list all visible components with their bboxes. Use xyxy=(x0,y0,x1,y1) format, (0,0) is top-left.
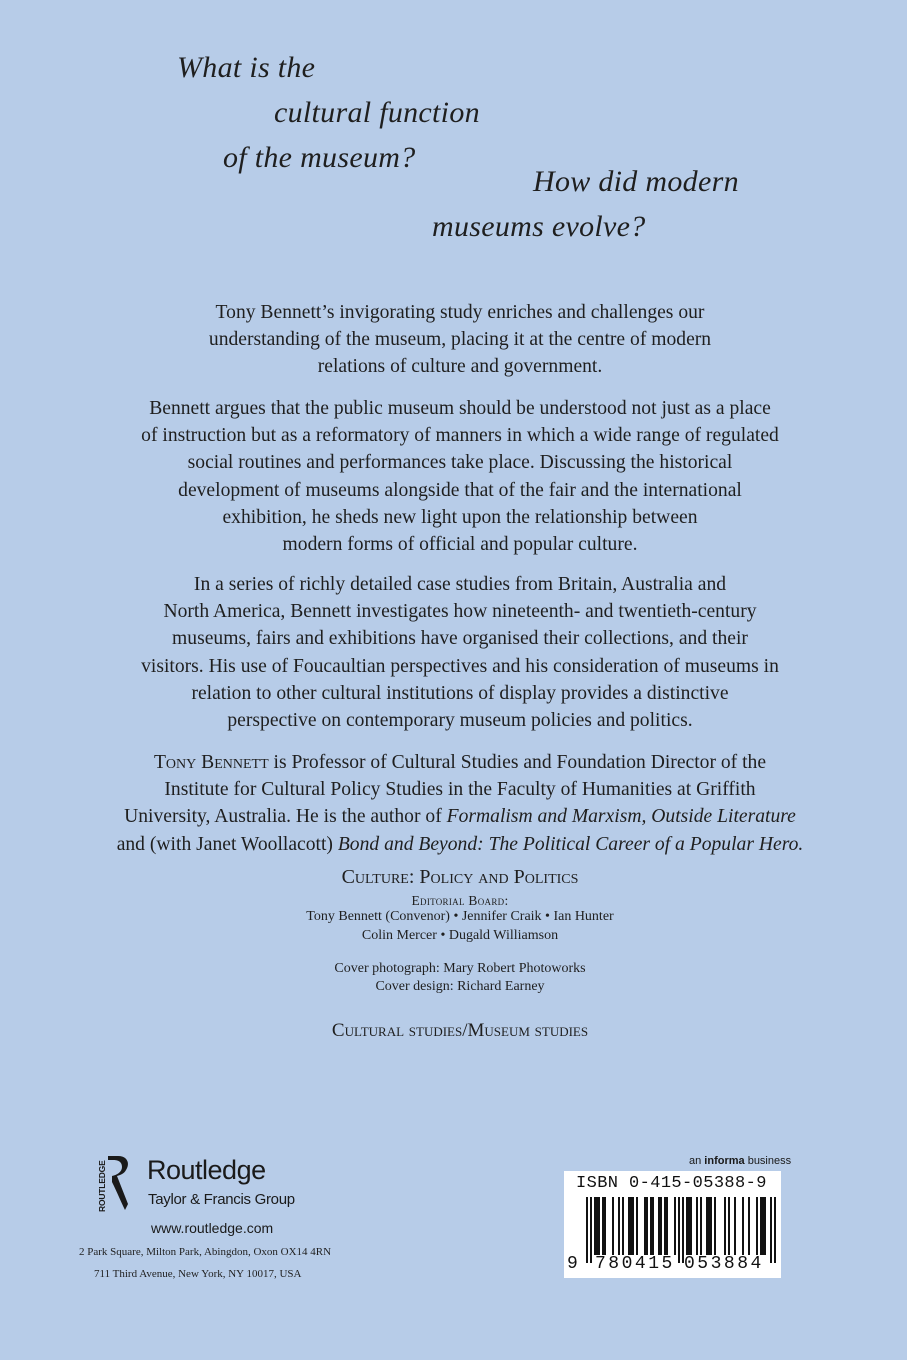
argument-paragraph xyxy=(80,395,840,558)
paragraph-line: exhibition, he sheds new light upon the relationship between xyxy=(222,506,698,528)
barcode-bar xyxy=(632,1197,634,1255)
barcode-bar xyxy=(708,1197,710,1255)
bio-line: Institute for Cultural Policy Studies in the Faculty of Humanities at Griffith xyxy=(164,779,756,801)
barcode-bar xyxy=(696,1197,698,1255)
question-museums-evolve: museums evolve? xyxy=(432,210,646,243)
publisher-name: Routledge xyxy=(147,1155,266,1185)
barcode-bar xyxy=(650,1197,652,1255)
cover-design-credit: Cover design: Richard Earney xyxy=(375,979,545,994)
barcode-bar xyxy=(596,1197,598,1255)
barcode-bar xyxy=(710,1197,712,1255)
barcode-bar xyxy=(644,1197,646,1255)
logo-vertical-text: ROUTLEDGE xyxy=(97,1160,107,1212)
bio-text: and (with Janet Woollacott) xyxy=(116,833,338,855)
paragraph-line: Bennett argues that the public museum should be understood not just as a place xyxy=(149,398,771,419)
paragraph-line: relation to other cultural institutions of display provides a distinctive xyxy=(191,682,729,704)
barcode-guard-bar xyxy=(586,1197,588,1263)
barcode-bar xyxy=(660,1197,662,1255)
paragraph-line: understanding of the museum, placing it at the centre of modern xyxy=(208,329,712,351)
paragraph-line: perspective on contemporary museum policies and politics. xyxy=(227,710,693,732)
author-bio xyxy=(80,749,840,858)
informa-suffix: business xyxy=(744,1155,792,1167)
barcode-bar xyxy=(666,1197,668,1255)
publisher-address-us: 711 Third Avenue, New York, NY 10017, USA xyxy=(94,1268,302,1280)
isbn-barcode xyxy=(564,1171,781,1278)
barcode-bar xyxy=(734,1197,736,1255)
logo-r-shape xyxy=(108,1156,128,1210)
barcode-bar xyxy=(728,1197,730,1255)
barcode-bar xyxy=(664,1197,666,1255)
ean-first-digit: 9 xyxy=(567,1254,578,1274)
informa-brand: informa xyxy=(704,1155,745,1167)
intro-paragraph xyxy=(80,299,840,381)
cover-photo-credit: Cover photograph: Mary Robert Photoworks xyxy=(334,961,586,976)
barcode-bar xyxy=(602,1197,604,1255)
paragraph-line: development of museums alongside that of the fair and the international xyxy=(178,479,742,501)
editorial-board-members: Colin Mercer • Dugald Williamson xyxy=(361,928,559,943)
paragraph-line: North America, Bennett investigates how nineteenth- and twentieth-century xyxy=(163,601,757,623)
editorial-board-heading: Editorial Board: xyxy=(411,893,509,908)
question-cultural-function: cultural function xyxy=(274,96,480,129)
barcode-bar xyxy=(646,1197,648,1255)
barcode-bar xyxy=(652,1197,654,1255)
bio-line xyxy=(80,749,840,776)
barcode-bar xyxy=(748,1197,750,1255)
routledge-logo-icon xyxy=(95,1152,131,1214)
publisher-url: www.routledge.com xyxy=(151,1220,274,1236)
barcode-bar xyxy=(764,1197,766,1255)
paragraph-line: of instruction but as a reformatory of manners in which a wide range of regulated xyxy=(141,425,779,447)
question-how-did-modern: How did modern xyxy=(533,165,739,198)
paragraph-line: In a series of richly detailed case studies from Britain, Australia and xyxy=(193,574,727,595)
barcode-guard-bar xyxy=(678,1197,680,1263)
bio-text: is Professor of Cultural Studies and Foundation Director of the xyxy=(268,752,767,773)
paragraph-line: visitors. His use of Foucaultian perspectives and his consideration of museums in xyxy=(141,655,779,677)
barcode-bar xyxy=(742,1197,744,1255)
barcode-bar xyxy=(628,1197,630,1255)
editorial-board-members: Tony Bennett (Convenor) • Jennifer Craik • Ian Hunter xyxy=(306,909,614,924)
book-title: Bond and Beyond: The Political Career of a Popular Hero. xyxy=(337,833,804,855)
barcode-guard-bar xyxy=(590,1197,592,1263)
barcode-bar xyxy=(714,1197,716,1255)
barcode-bar xyxy=(706,1197,708,1255)
bio-text: University, Australia. He is the author of xyxy=(124,806,447,828)
barcode-guard-bar xyxy=(774,1197,776,1263)
author-name: Tony Bennett xyxy=(153,752,269,773)
barcode-bar xyxy=(724,1197,726,1255)
barcode-bar xyxy=(598,1197,600,1255)
book-title: Outside Literature xyxy=(646,806,796,828)
bio-line xyxy=(80,803,840,830)
barcode-bar xyxy=(762,1197,764,1255)
barcode-bar xyxy=(688,1197,690,1255)
barcode-bar xyxy=(760,1197,762,1255)
barcode-guard-bar xyxy=(770,1197,772,1263)
informa-business-label xyxy=(689,1155,791,1167)
barcode-bar xyxy=(636,1197,638,1255)
barcode-bar xyxy=(612,1197,614,1255)
barcode-bar xyxy=(700,1197,702,1255)
ean-right-digits: 053884 xyxy=(684,1254,764,1274)
barcode-bar xyxy=(630,1197,632,1255)
case-studies-paragraph xyxy=(80,571,840,734)
paragraph-line: relations of culture and government. xyxy=(317,356,603,378)
publisher-group: Taylor & Francis Group xyxy=(148,1191,295,1208)
barcode-bar xyxy=(604,1197,606,1255)
paragraph-line: Tony Bennett’s invigorating study enriches and challenges our xyxy=(215,302,705,323)
barcode-bar xyxy=(658,1197,660,1255)
isbn-number: ISBN 0-415-05388-9 xyxy=(576,1174,767,1193)
barcode-bar xyxy=(756,1197,758,1255)
book-title: Formalism and Marxism, xyxy=(446,806,647,828)
paragraph-line: modern forms of official and popular culture. xyxy=(282,534,638,556)
question-of-the-museum: of the museum? xyxy=(223,141,416,174)
barcode-bar xyxy=(622,1197,624,1255)
barcode-bar xyxy=(690,1197,692,1255)
paragraph-line: museums, fairs and exhibitions have organised their collections, and their xyxy=(172,628,748,650)
barcode-bar xyxy=(594,1197,596,1255)
paragraph-line: social routines and performances take place. Discussing the historical xyxy=(187,452,733,474)
barcode-bar xyxy=(686,1197,688,1255)
subject-category: Cultural studies/Museum studies xyxy=(331,1020,589,1041)
barcode-bar xyxy=(674,1197,676,1255)
bio-line xyxy=(80,831,840,858)
ean-left-digits: 780415 xyxy=(595,1254,675,1274)
question-what-is-the: What is the xyxy=(177,51,316,84)
barcode-bar xyxy=(618,1197,620,1255)
informa-prefix: an xyxy=(689,1155,705,1167)
series-title: Culture: Policy and Politics xyxy=(341,866,579,888)
publisher-address-uk: 2 Park Square, Milton Park, Abingdon, Oxon OX14 4RN xyxy=(79,1246,332,1258)
